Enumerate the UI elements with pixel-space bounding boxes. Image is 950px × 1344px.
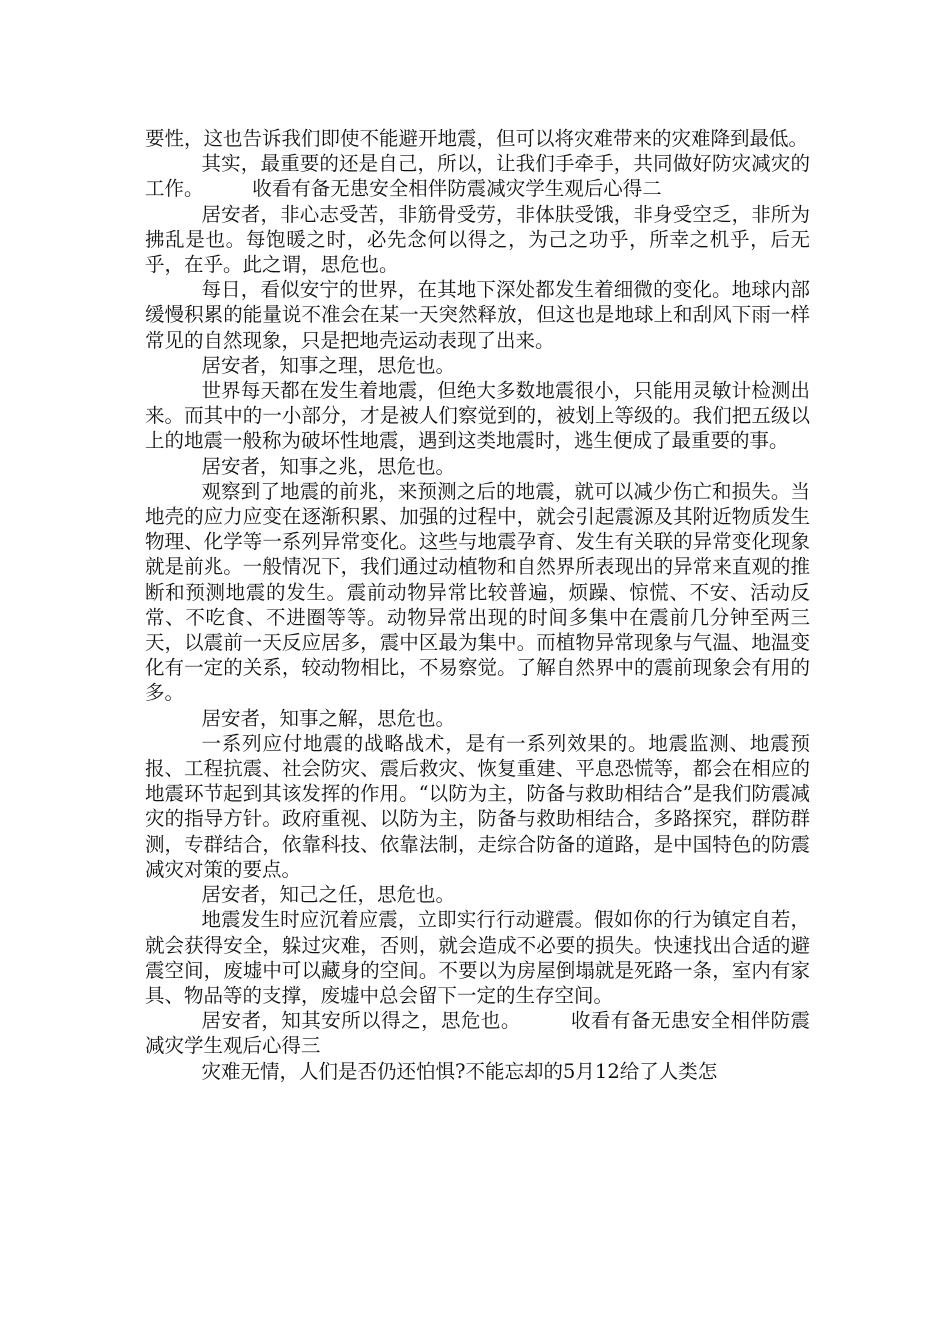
paragraph: 居安者，知己之任，思危也。 bbox=[201, 883, 456, 907]
paragraph: 居安者，非心志受苦，非筋骨受劳，非体肤受饿，非身受空乏，非所为拂乱是也。每饱暖之时，必先念何以得之，为己之功乎，所幸之机乎，后无乎，在乎。此之谓，思危也。 bbox=[145, 202, 810, 277]
paragraph: 观察到了地震的前兆，来预测之后的地震，就可以减少伤亡和损失。当地壳的应力应变在逐渐积累、加强的过程中，就会引起震源及其附近物质发生物理、化学等一系列异常变化。这些与地震孕育、发生有关联的异常变化现象就是前兆。一般情况下，我们通过动植物和自然界所表现出的异常来直观的推断和预测地震的发生。震前动物异常比较普遍，烦躁、惊慌、不安、活动反常、不吃食、不进圈等等。动物异常出现的时间多集中在震前几分钟至两三天，以震前一天反应居多，震中区最为集中。而植物异常现象与气温、地温变化有一定的关系，较动物相比，不易察觉。了解自然界中的震前现象会有用的多。 bbox=[145, 479, 810, 705]
paragraph: 世界每天都在发生着地震，但绝大多数地震很小，只能用灵敏计检测出来。而其中的一小部分，才是被人们察觉到的，被划上等级的。我们把五级以上的地震一般称为破坏性地震，遇到这类地震时，逃生便成了最重要的事。 bbox=[145, 379, 810, 453]
paragraph: 居安者，知其安所以得之，思危也。 收看有备无患安全相伴防震减灾学生观后心得三 bbox=[145, 1009, 810, 1058]
paragraph: 一系列应付地震的战略战术，是有一系列效果的。地震监测、地震预报、工程抗震、社会防灾、震后救灾、恢复重建、平息恐慌等，都会在相应的地震环节起到其该发挥的作用。“以防为主，防备与救助相结合”是我们防震减灾的指导方针。政府重视、以防为主，防备与救助相结合，多路探究，群防群测，专群结合，依靠科技、依靠法制，走综合防备的道路，是中国特色的防震减灾对策的要点。 bbox=[145, 731, 810, 881]
paragraph: 居安者，知事之兆，思危也。 bbox=[201, 454, 456, 478]
paragraph: 要性，这也告诉我们即使不能避开地震，但可以将灾难带来的灾难降到最低。 bbox=[145, 127, 809, 150]
paragraph: 其实，最重要的还是自己，所以，让我们手牵手，共同做好防灾减灾的工作。 收看有备无患安全相伴防震减灾学生观后心得二 bbox=[145, 152, 810, 201]
paragraph: 每日，看似安宁的世界，在其地下深处都发生着细微的变化。地球内部缓慢积累的能量说不准会在某一天突然释放，但这也是地球上和刮风下雨一样常见的自然现象，只是把地壳运动表现了出来。 bbox=[145, 278, 810, 352]
paragraph: 灾难无情，人们是否仍还怕惧?不能忘却的5月12给了人类怎 bbox=[201, 1059, 718, 1083]
paragraph: 地震发生时应沉着应震，立即实行行动避震。假如你的行为镇定自若，就会获得安全，躲过灾难，否则，就会造成不必要的损失。快速找出合适的避震空间，废墟中可以藏身的空间。不要以为房屋倒塌就是死路一条，室内有家具、物品等的支撑，废墟中总会留下一定的生存空间。 bbox=[145, 908, 810, 1007]
document-body bbox=[145, 126, 810, 1084]
paragraph: 居安者，知事之理，思危也。 bbox=[201, 353, 456, 377]
paragraph: 居安者，知事之解，思危也。 bbox=[201, 706, 456, 730]
